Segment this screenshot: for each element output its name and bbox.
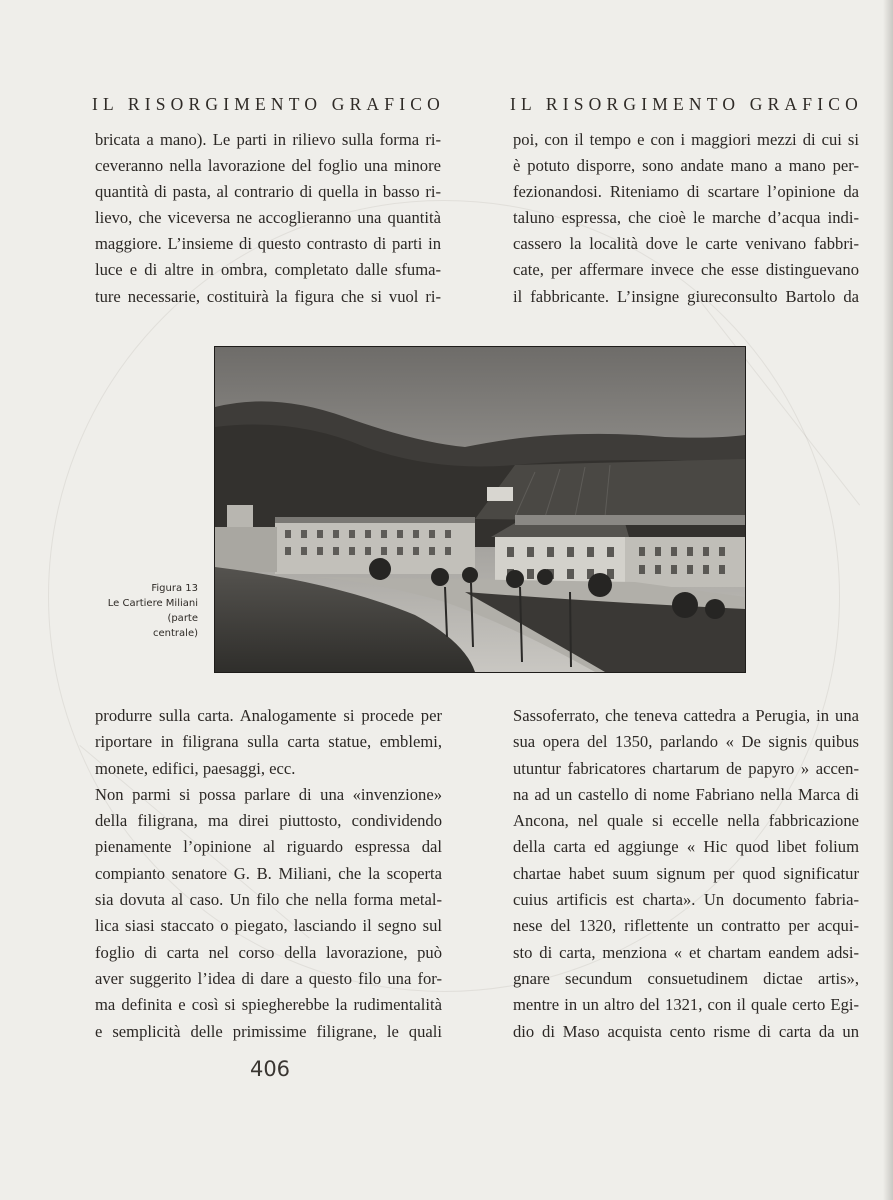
column-bottom-right — [513, 703, 859, 1045]
text-line: utuntur fabricatores chartarum de papyro » accen- — [513, 758, 859, 778]
text-line: e semplicità delle primissime filigrane, le quali — [95, 1021, 442, 1041]
text-line: bricata a mano). Le parti in rilievo sulla forma ri- — [95, 130, 441, 149]
figure-caption — [100, 581, 198, 641]
text-line: mentre in un altro del 1321, con il quale certo Egi- — [513, 995, 859, 1015]
text-line: fezionandosi. Riteniamo di scartare l’opinione da — [513, 182, 859, 202]
text-line: cassero la località dove le carte venivano fabbri- — [513, 234, 859, 254]
text-line: Sassoferrato, che teneva cattedra a Perugia, in una — [513, 706, 859, 725]
column-top-left — [95, 127, 441, 310]
column-top-right — [513, 127, 859, 310]
text-line: il fabbricante. L’insigne giureconsulto Bartolo da — [513, 286, 859, 306]
text-line: lievo, che viceversa ne accoglieranno una quantità — [95, 208, 441, 228]
text-line: Ancona, nel quale si eccelle nella fabbricazione — [513, 811, 859, 831]
caption-line: Figura 13 — [151, 583, 198, 594]
page-number: 406 — [249, 1057, 291, 1081]
text-line: foglio di carta nel corso della lavorazione, può — [95, 942, 442, 962]
running-head-right: IL RISORGIMENTO GRAFICO — [510, 94, 863, 114]
text-line: monete, edifici, paesaggi, ecc. — [95, 758, 296, 778]
text-line: taluno espressa, che cioè le marche d’acqua indi- — [513, 208, 859, 228]
caption-line: centrale) — [153, 628, 198, 639]
text-line: compianto senatore G. B. Miliani, che la scoperta — [95, 863, 442, 883]
text-line: ture necessarie, costituirà la figura che si vuol ri- — [95, 286, 441, 306]
text-line: chartae habet suum signum per quod significatur — [513, 863, 859, 883]
text-line: dio di Maso acquista cento risme di carta da un — [513, 1021, 859, 1041]
caption-line: (parte — [167, 613, 198, 624]
text-line: sia dovuta al caso. Un filo che nella forma metal- — [95, 890, 442, 910]
text-line: ma definita e così si spiegherebbe la rudimentalità — [95, 995, 442, 1015]
text-line: na ad un castello di nome Fabriano nella Marca di — [513, 784, 859, 804]
text-line: Non parmi si possa parlare di una «invenzione» — [95, 784, 442, 804]
text-line: è potuto disporre, sono andate mano a mano per- — [513, 156, 859, 176]
text-line: della carta ed aggiunge « Hic quod libet folium — [513, 837, 859, 857]
text-line: pienamente l’opinione al riguardo espressa dal — [95, 837, 442, 857]
text-line: riportare in filigrana sulla carta statue, emblemi, — [95, 732, 442, 752]
text-line: gnare secundum consuetudinem dictae artis», — [513, 968, 859, 988]
text-line: lica siasi staccato o piegato, lasciando il segno sul — [95, 916, 442, 936]
column-bottom-left — [95, 703, 442, 1045]
factory-photo — [214, 346, 746, 673]
caption-line: Le Cartiere Miliani — [107, 598, 198, 609]
text-line: ceveranno nella lavorazione del foglio una minore — [95, 156, 441, 176]
text-line: cate, per affermare invece che esse distinguevano — [513, 260, 859, 280]
text-line: sua opera del 1350, parlando « De signis quibus — [513, 732, 859, 752]
text-line: cuius artificis est charta». Un documento fabria- — [513, 890, 859, 910]
text-line: aver suggerito l’idea di dare a questo filo una for- — [95, 968, 442, 988]
text-line: poi, con il tempo e con i maggiori mezzi di cui si — [513, 130, 859, 149]
text-line: sto di carta, menziona « et chartam eandem adsi- — [513, 942, 859, 962]
text-line: della filigrana, ma direi piuttosto, condividendo — [95, 811, 442, 831]
text-line: luce e di altre in ombra, completato dalle sfuma- — [95, 260, 441, 280]
text-line: maggiore. L’insieme di questo contrasto di parti in — [95, 234, 441, 254]
running-head-left: IL RISORGIMENTO GRAFICO — [92, 94, 445, 114]
text-line: produrre sulla carta. Analogamente si procede per — [95, 706, 442, 725]
text-line: quantità di pasta, al contrario di quella in basso ri- — [95, 182, 441, 202]
text-line: nese del 1320, riflettente un contratto per acqui- — [513, 916, 859, 936]
page-edge-shadow — [883, 0, 893, 1200]
